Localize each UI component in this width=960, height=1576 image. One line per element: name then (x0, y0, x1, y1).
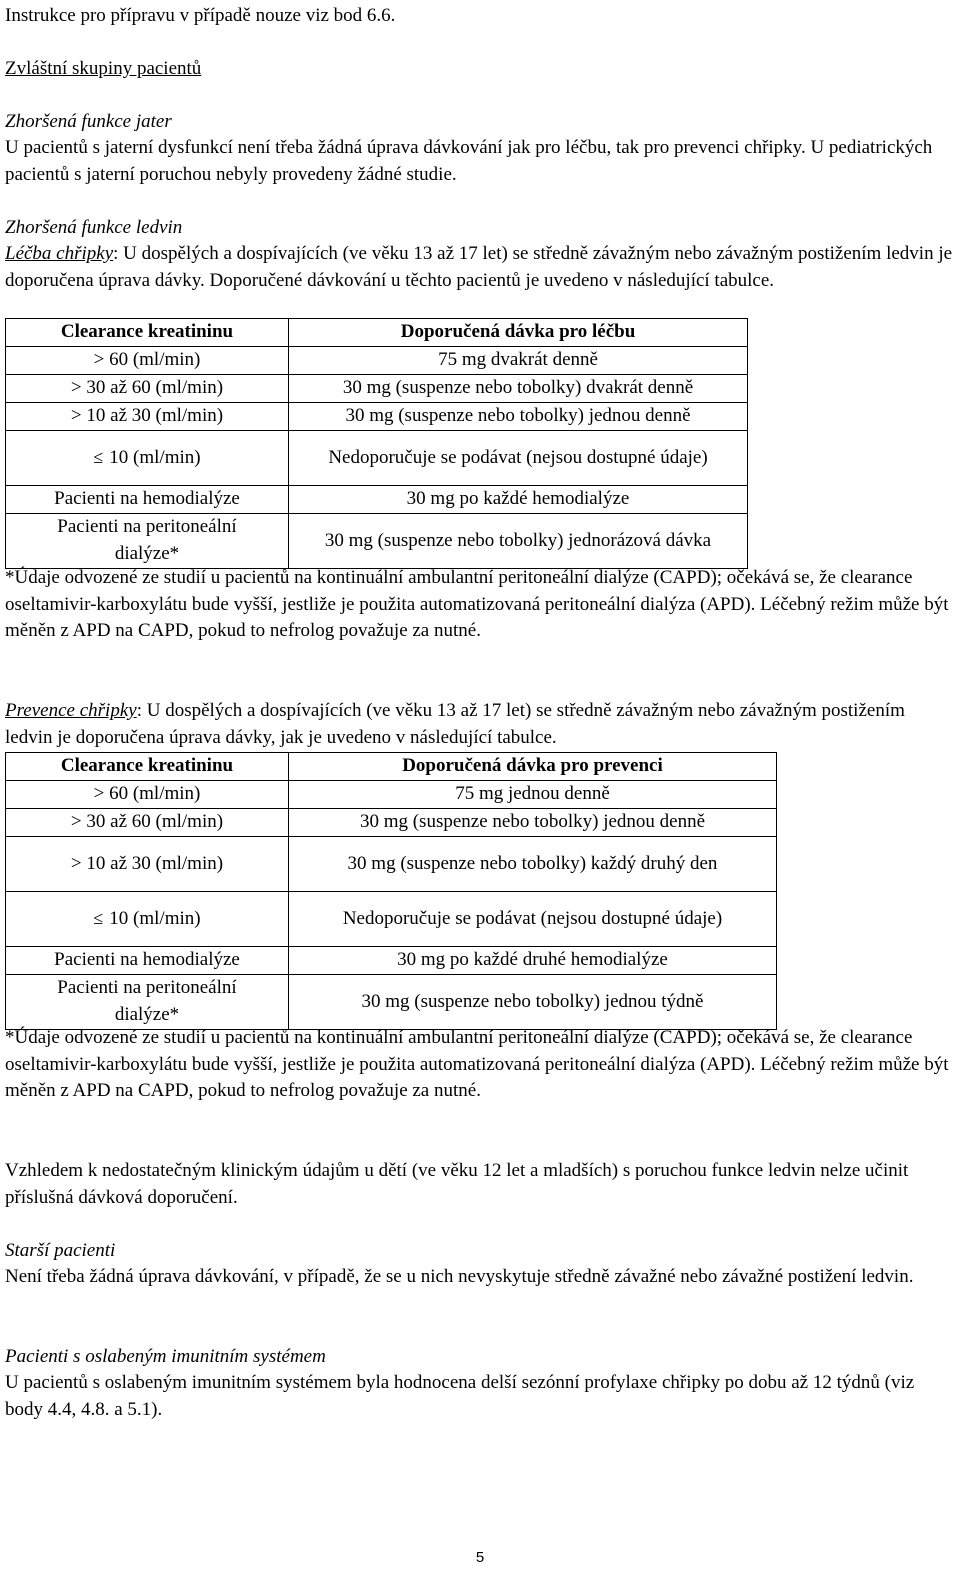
clearance-cell: > 10 až 30 (ml/min) (6, 403, 289, 431)
dose-cell: 30 mg (suspenze nebo tobolky) jednorázová dávka (289, 514, 748, 569)
immuno-text: U pacientů s oslabeným imunitním systémem byla hodnocena delší sezónní profylaxe chřipky po dobu až 12 týdnů (viz body 4.4, 4.8. a 5.1). (5, 1372, 915, 1420)
clearance-cell: > 30 až 60 (ml/min) (6, 809, 289, 837)
table-row (6, 975, 777, 1030)
dose-cell: 75 mg dvakrát denně (289, 347, 748, 375)
clearance-cell: Pacienti na hemodialýze (6, 947, 289, 975)
dose-cell: 30 mg (suspenze nebo tobolky) dvakrát denně (289, 375, 748, 403)
intro-line: Instrukce pro přípravu v případě nouze viz bod 6.6. (5, 5, 396, 26)
prevention-footnote: *Údaje odvozené ze studií u pacientů na kontinuální ambulantní peritoneální dialýze (CAPD); očekává se, že clearance oseltamivir-karboxylátu bude vyšší, jestliže je použita automatizovaná peritoneální dialýza (APD). Léčebný režim může být měněn z APD na CAPD, pokud to nefrolog považuje za nutné. (5, 1027, 949, 1102)
dose-cell: Nedoporučuje se podávat (nejsou dostupné údaje) (289, 892, 777, 947)
treatment-text: : U dospělých a dospívajících (ve věku 13 až 17 let) se středně závažným nebo závažným postižením ledvin je doporučena úprava dávky. Doporučené dávkování u těchto pacientů je uvedeno v následující tabulce. (5, 243, 953, 291)
dose-cell: 75 mg jednou denně (289, 781, 777, 809)
table-header-row (6, 319, 748, 347)
dose-cell: 30 mg (suspenze nebo tobolky) jednou týdně (289, 975, 777, 1030)
clearance-cell: > 60 (ml/min) (6, 781, 289, 809)
dose-cell: 30 mg (suspenze nebo tobolky) každý druhý den (289, 837, 777, 892)
treatment-footnote: *Údaje odvozené ze studií u pacientů na kontinuální ambulantní peritoneální dialýze (CAPD); očekává se, že clearance oseltamivir-karboxylátu bude vyšší, jestliže je použita automatizovaná peritoneální dialýza (APD). Léčebný režim může být měněn z APD na CAPD, pokud to nefrolog považuje za nutné. (5, 567, 949, 642)
immuno-heading: Pacienti s oslabeným imunitním systémem (5, 1346, 326, 1367)
table-row (6, 431, 748, 486)
table-row (6, 347, 748, 375)
clearance-cell: > 10 až 30 (ml/min) (6, 837, 289, 892)
renal-prevention-paragraph (5, 698, 955, 751)
treatment-dose-table (5, 318, 748, 569)
prevention-label: Prevence chřipky (5, 700, 137, 721)
prevention-dose-table (5, 752, 777, 1030)
hepatic-text: U pacientů s jaterní dysfunkcí není třeba žádná úprava dávkování jak pro léčbu, tak pro prevenci chřipky. U pediatrických pacientů s jaterní poruchou nebyly provedeny žádné studie. (5, 137, 933, 185)
dose-header: Doporučená dávka pro prevenci (289, 753, 777, 781)
prevention-text: : U dospělých a dospívajících (ve věku 13 až 17 let) se středně závažným nebo závažným postižením ledvin je doporučena úprava dávky, jak je uvedeno v následující tabulce. (5, 700, 905, 748)
less-equal-symbol: ≤ (93, 447, 104, 468)
clearance-cell: Pacienti na hemodialýze (6, 486, 289, 514)
special-groups-heading: Zvláštní skupiny pacientů (5, 58, 202, 79)
table-row (6, 781, 777, 809)
table-row (6, 514, 748, 569)
less-equal-symbol: ≤ (93, 908, 104, 929)
elderly-heading: Starší pacienti (5, 1240, 116, 1261)
table-header-row (6, 753, 777, 781)
clearance-header: Clearance kreatininu (6, 753, 289, 781)
dose-header: Doporučená dávka pro léčbu (289, 319, 748, 347)
dose-cell: Nedoporučuje se podávat (nejsou dostupné údaje) (289, 431, 748, 486)
table-row (6, 375, 748, 403)
dose-cell: 30 mg po každé hemodialýze (289, 486, 748, 514)
hepatic-heading: Zhoršená funkce jater (5, 111, 172, 132)
clearance-cell: ≤ 10 (ml/min) (6, 892, 289, 947)
table-row (6, 892, 777, 947)
clearance-cell: Pacienti na peritoneální dialýze* (6, 975, 289, 1030)
elderly-text: Není třeba žádná úprava dávkování, v případě, že se u nich nevyskytuje středně závažné nebo závažné postižení ledvin. (5, 1266, 914, 1287)
dose-cell: 30 mg (suspenze nebo tobolky) jednou denně (289, 403, 748, 431)
table-row (6, 837, 777, 892)
clearance-cell: > 30 až 60 (ml/min) (6, 375, 289, 403)
clearance-cell: Pacienti na peritoneální dialýze* (6, 514, 289, 569)
clearance-cell: > 60 (ml/min) (6, 347, 289, 375)
table-row (6, 403, 748, 431)
table-row (6, 809, 777, 837)
dose-cell: 30 mg po každé druhé hemodialýze (289, 947, 777, 975)
dose-cell: 30 mg (suspenze nebo tobolky) jednou denně (289, 809, 777, 837)
treatment-label: Léčba chřipky (5, 243, 114, 264)
table-row (6, 486, 748, 514)
table-row (6, 947, 777, 975)
children-text: Vzhledem k nedostatečným klinickým údajům u dětí (ve věku 12 let a mladších) s poruchou funkce ledvin nelze učinit příslušná dávková doporučení. (5, 1160, 909, 1208)
clearance-cell: ≤ 10 (ml/min) (6, 431, 289, 486)
renal-treatment-paragraph (5, 241, 955, 294)
page-number: 5 (475, 1549, 485, 1566)
clearance-header: Clearance kreatininu (6, 319, 289, 347)
renal-heading: Zhoršená funkce ledvin (5, 217, 183, 238)
